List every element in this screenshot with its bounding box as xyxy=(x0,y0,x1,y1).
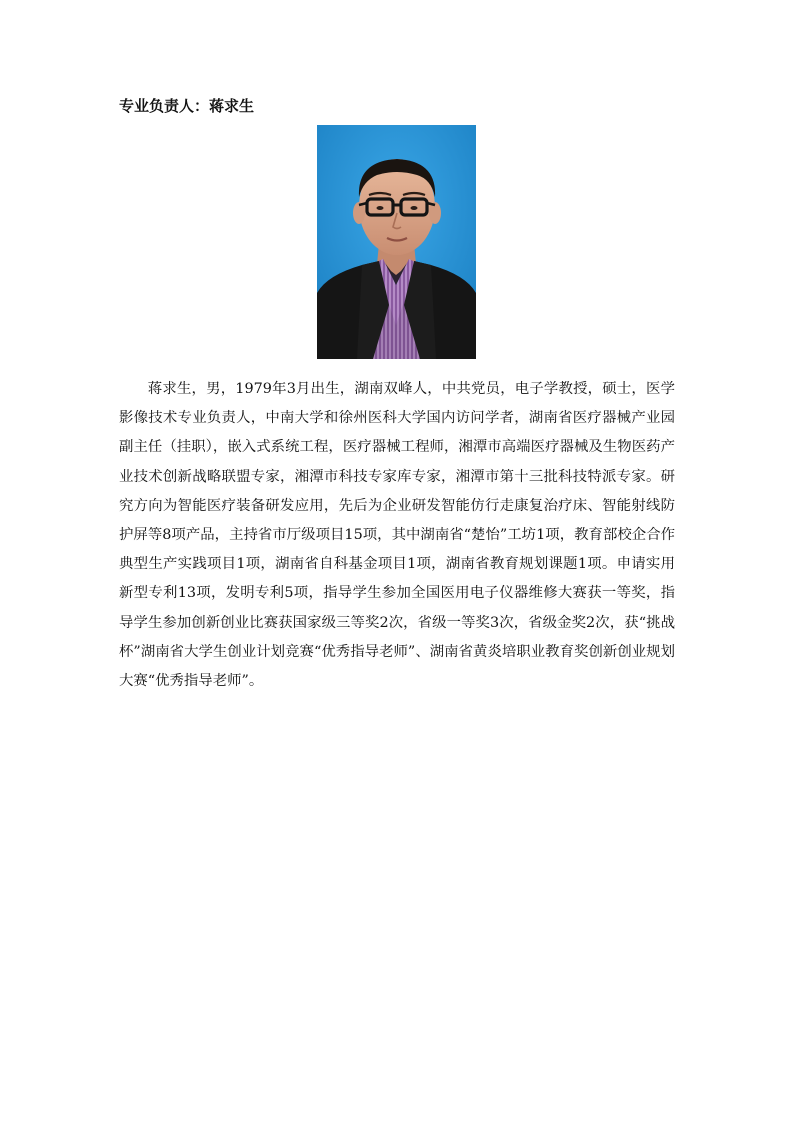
portrait-icon xyxy=(317,125,476,359)
page-title: 专业负责人：蒋求生 xyxy=(119,97,255,115)
portrait-photo xyxy=(317,125,476,359)
bio-paragraph: 蒋求生，男，1979年3月出生，湖南双峰人，中共党员，电子学教授，硕士，医学影像技术专业负责人，中南大学和徐州医科大学国内访问学者，湖南省医疗器械产业园副主任（挂职），嵌入式系统工程，医疗器械工程师，湘潭市高端医疗器械及生物医药产业技术创新战略联盟专家，湘潭市科技专家库专家，湘潭市第十三批科技特派专家。研究方向为智能医疗装备研发应用，先后为企业研发智能仿行走康复治疗床、智能射线防护屏等8项产品，主持省市厅级项目15项，其中湖南省“楚怡”工坊1项，教育部校企合作典型生产实践项目1项，湖南省自科基金项目1项，湖南省教育规划课题1项。申请实用新型专利13项，发明专利5项，指导学生参加全国医用电子仪器维修大赛获一等奖，指导学生参加创新创业比赛获国家级三等奖2次，省级一等奖3次，省级金奖2次，获“挑战杯”湖南省大学生创业计划竞赛“优秀指导老师”、湖南省黄炎培职业教育奖创新创业规划大赛“优秀指导老师”。 xyxy=(119,381,675,690)
